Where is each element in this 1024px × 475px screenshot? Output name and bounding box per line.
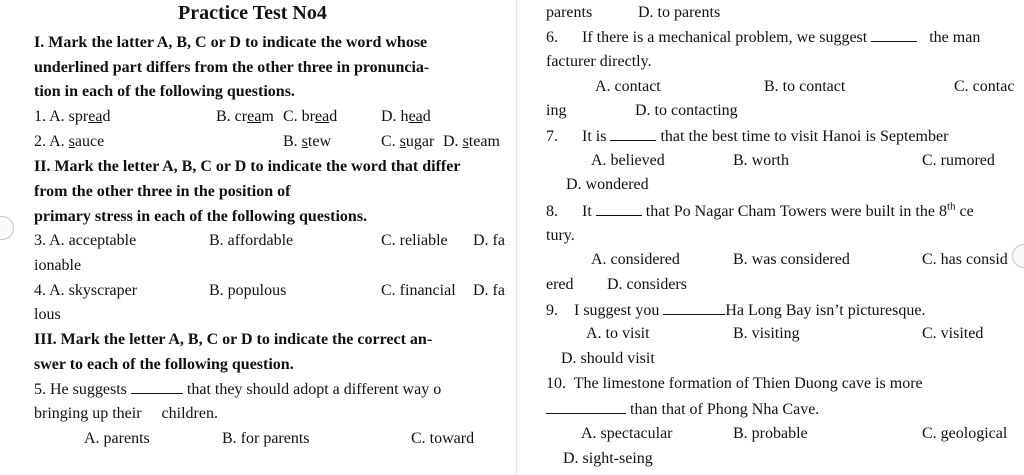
scroll-right-handle[interactable] xyxy=(1012,244,1024,268)
q5-option-c: C. toward xyxy=(411,430,475,447)
q5-option-a: A. parents xyxy=(84,430,150,447)
q7-option-b: B. worth xyxy=(733,152,789,169)
q6-stem-line2: facturer directly. xyxy=(546,53,652,70)
section-3-heading: III. Mark the letter A, B, C or D to indicate the correct an- xyxy=(34,331,433,348)
q4-option-c: C. financial xyxy=(381,282,456,299)
q4-option-b: B. populous xyxy=(209,282,287,299)
q8-continuation: ered xyxy=(546,276,574,293)
q8-stem: 8. It that Po Nagar Cham Towers were built in the 8th ce xyxy=(546,201,974,220)
section-1-heading: I. Mark the latter A, B, C or D to indicate the word whose xyxy=(34,34,428,51)
q2-option-b: B. stew xyxy=(283,133,332,150)
q8-option-b: B. was considered xyxy=(733,251,850,268)
q8-option-c: C. has consid xyxy=(922,251,1008,268)
section-2-heading: from the other three in the position of xyxy=(34,183,291,200)
q9-option-c: C. visited xyxy=(922,325,984,342)
q10-option-a: A. spectacular xyxy=(581,425,673,442)
q2-option-a: 2. A. sauce xyxy=(34,133,105,150)
q10-stem: 10. The limestone formation of Thien Duong cave is more xyxy=(546,375,923,392)
q2-option-c: C. sugar xyxy=(381,133,435,150)
scroll-left-handle[interactable] xyxy=(0,216,14,240)
q10-option-c: C. geological xyxy=(922,425,1008,442)
q4-option-a: 4. A. skyscraper xyxy=(34,282,138,299)
q9-option-a: A. to visit xyxy=(586,325,650,342)
q7-option-c: C. rumored xyxy=(922,152,995,169)
section-2-heading: II. Mark the letter A, B, C or D to indicate the word that differ xyxy=(34,158,461,175)
q8-option-d: D. considers xyxy=(607,276,687,293)
q7-stem: 7. It is that the best time to visit Hanoi is September xyxy=(546,128,949,145)
q1-option-d: D. head xyxy=(381,108,431,125)
q7-option-d: D. wondered xyxy=(566,176,649,193)
q3-option-c: C. reliable xyxy=(381,232,448,249)
q10-stem-line2: than that of Phong Nha Cave. xyxy=(546,399,819,420)
q5-option-b: B. for parents xyxy=(222,430,310,447)
page-divider xyxy=(516,0,517,475)
q8-answer-blank xyxy=(596,201,642,216)
q7-option-a: A. believed xyxy=(591,152,665,169)
q3-option-d: D. fa xyxy=(473,232,505,249)
q6-continuation: ing xyxy=(546,102,567,119)
q5-option-d: D. to parents xyxy=(638,4,721,21)
q1-option-b: B. cream xyxy=(216,108,274,125)
q9-option-b: B. visiting xyxy=(733,325,800,342)
q6-option-a: A. contact xyxy=(595,78,661,95)
q5-option-c-continuation: parents xyxy=(546,4,593,21)
q4-option-d: D. fa xyxy=(473,282,505,299)
section-3-heading: swer to each of the following question. xyxy=(34,356,294,373)
q5-stem: 5. He suggests that they should adopt a different way o xyxy=(34,381,442,398)
q3-option-b: B. affordable xyxy=(209,232,294,249)
q6-stem: 6. If there is a mechanical problem, we suggest the man xyxy=(546,29,981,46)
q3-continuation: ionable xyxy=(34,257,82,274)
section-1-heading: tion in each of the following questions. xyxy=(34,83,295,100)
q3-option-a: 3. A. acceptable xyxy=(34,232,137,249)
q1-option-c: C. bread xyxy=(283,108,338,125)
q9-option-d: D. should visit xyxy=(561,350,655,367)
q8-stem-line2: tury. xyxy=(546,227,575,244)
q6-option-c: C. contac xyxy=(954,78,1015,95)
q6-option-d: D. to contacting xyxy=(635,102,738,119)
q10-answer-blank xyxy=(546,399,626,414)
q10-option-d: D. sight-seing xyxy=(563,450,653,467)
q5-stem-line2: bringing up their children. xyxy=(34,405,218,422)
q5-answer-blank xyxy=(131,379,183,394)
q6-answer-blank xyxy=(871,27,917,42)
section-1-heading: underlined part differs from the other three in pronuncia- xyxy=(34,59,430,76)
q2-option-d: D. steam xyxy=(443,133,500,150)
q10-option-b: B. probable xyxy=(733,425,808,442)
q6-option-b: B. to contact xyxy=(764,78,846,95)
q7-answer-blank xyxy=(610,126,656,141)
section-2-heading: primary stress in each of the following questions. xyxy=(34,208,368,225)
q9-stem: 9. I suggest you Ha Long Bay isn’t picturesque. xyxy=(546,302,926,319)
q8-option-a: A. considered xyxy=(591,251,680,268)
q9-answer-blank xyxy=(663,300,725,315)
page-title: Practice Test No4 xyxy=(178,2,327,24)
q1-option-a: 1. A. spread xyxy=(34,108,111,125)
q4-continuation: lous xyxy=(34,306,61,323)
